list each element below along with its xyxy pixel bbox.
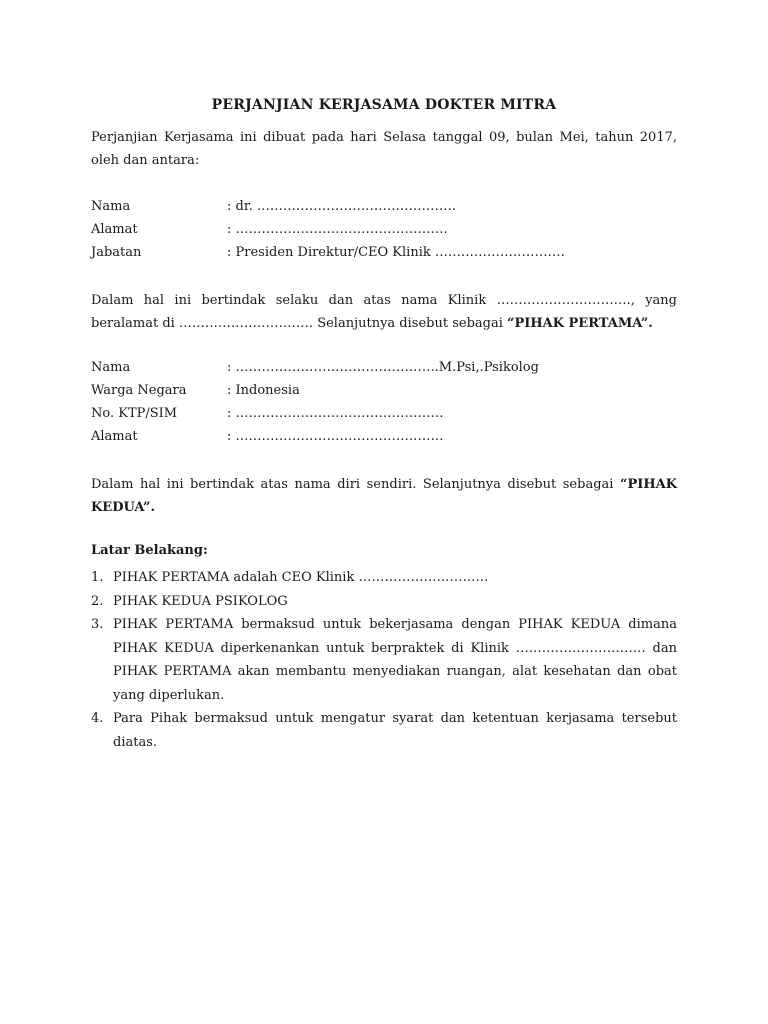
party1-name-field — [91, 197, 677, 217]
field-label: Alamat — [91, 222, 138, 237]
list-item-text: Para Pihak bermaksud untuk mengatur syarat dan ketentuan kerjasama tersebut diatas. — [113, 711, 677, 750]
party2-designation: “PIHAK KEDUA”. — [91, 477, 677, 515]
field-label: Warga Negara — [91, 383, 187, 398]
field-value: : Presiden Direktur/CEO Klinik ………………………… — [227, 245, 565, 260]
party1-address-field — [91, 220, 677, 240]
background-heading: Latar Belakang: — [91, 543, 208, 558]
list-item — [91, 566, 677, 590]
party2-nationality-field — [91, 381, 677, 401]
list-item-text: PIHAK KEDUA PSIKOLOG — [113, 593, 288, 609]
party1-designation: “PIHAK PERTAMA”. — [507, 316, 653, 331]
list-item — [91, 613, 677, 707]
list-item-number: 3. — [91, 617, 104, 632]
field-label: Alamat — [91, 429, 138, 444]
field-label: Nama — [91, 360, 131, 375]
list-item-number: 2. — [91, 593, 104, 609]
field-label: No. KTP/SIM — [91, 406, 178, 421]
intro-paragraph: Perjanjian Kerjasama ini dibuat pada hari Selasa tanggal 09, bulan Mei, tahun 2017, oleh dan antara: — [91, 130, 677, 168]
field-value: : dr. ………………………………………. — [227, 199, 457, 214]
party2-id-field — [91, 404, 677, 424]
party1-statement — [91, 289, 677, 335]
background-list — [91, 566, 677, 754]
field-value: : …………………………………………. — [227, 222, 448, 237]
list-item-number: 1. — [91, 570, 104, 585]
list-item — [91, 590, 677, 614]
field-label: Nama — [91, 199, 131, 214]
list-item-text: PIHAK PERTAMA bermaksud untuk bekerjasama dengan PIHAK KEDUA dimana PIHAK KEDUA diperkenankan untuk berpraktek di Klinik ………………………… dan PIHAK PERTAMA akan membantu menyediakan ruangan, alat kesehatan dan obat yang diperlukan. — [113, 617, 677, 703]
party2-statement — [91, 473, 677, 519]
document-title: PERJANJIAN KERJASAMA DOKTER MITRA — [211, 97, 557, 113]
field-value: : ………………………………………..M.Psi,.Psikolog — [227, 360, 539, 375]
field-value: : ………………………………………… — [227, 406, 444, 421]
party2-statement-text: Dalam hal ini bertindak atas nama diri sendiri. Selanjutnya disebut sebagai — [91, 477, 620, 492]
field-label: Jabatan — [91, 245, 142, 260]
list-item — [91, 707, 677, 754]
list-item-number: 4. — [91, 711, 104, 726]
field-value: : Indonesia — [227, 383, 300, 398]
party1-statement-text: Dalam hal ini bertindak selaku dan atas nama Klinik …………………………., yang beralamat di …………………………. Selanjutnya disebut sebagai — [91, 293, 677, 331]
field-value: : ………………………………………… — [227, 429, 444, 444]
list-item-text: PIHAK PERTAMA adalah CEO Klinik ………………………… — [113, 570, 489, 585]
party2-address-field — [91, 427, 677, 447]
party1-position-field — [91, 243, 677, 263]
party2-name-field — [91, 358, 677, 378]
